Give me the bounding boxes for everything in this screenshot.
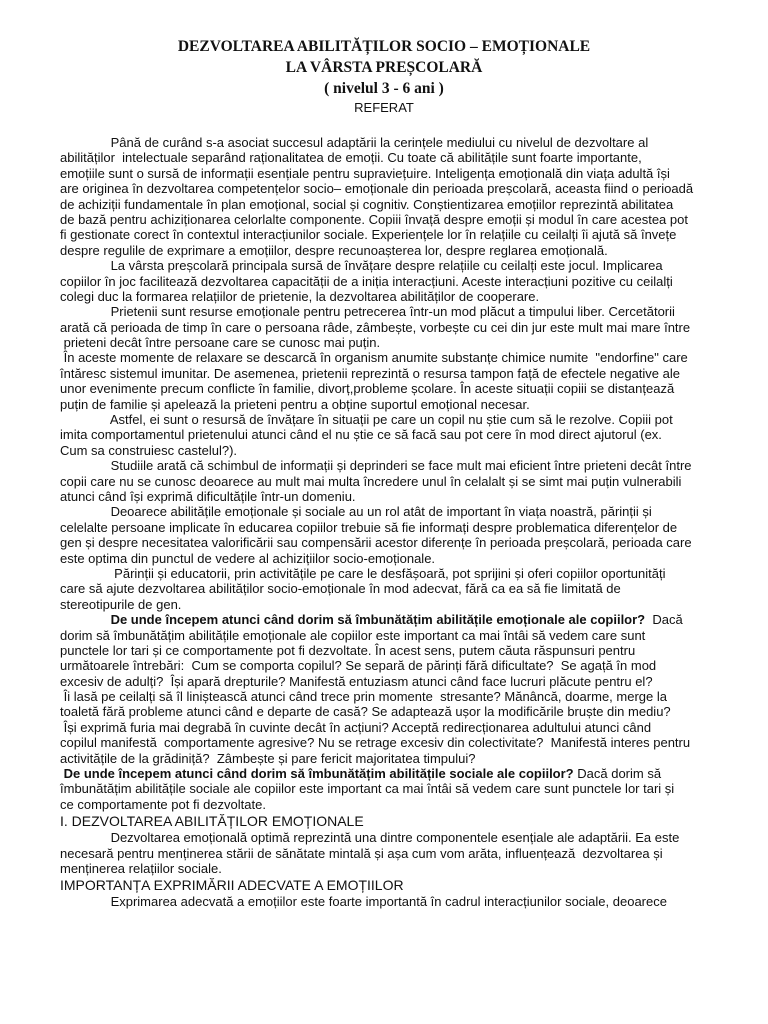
text-line: Studiile arată că schimbul de informații și deprinderi se face mult mai eficient între prieteni decât între bbox=[60, 458, 692, 474]
text-line: copilul manifestă comportamente agresive? Nu se retrage excesiv din colectivitate? Manifestă interes pentru bbox=[60, 735, 691, 751]
text-line: gen și despre necesitatea valorificării sau compensării acestor diferențe în perioada preșcolară, perioada care bbox=[60, 535, 692, 551]
text-line: puțin de familie și apelează la prieteni pentru a obține suportul emoțional necesar. bbox=[60, 396, 530, 412]
text-line: excesiv de adulți? Își apară drepturile? Manifestă entuziasm atunci când face lucruri plăcute pentru el? bbox=[60, 673, 653, 689]
text-line: necesară pentru menținerea stării de sănătate mintală și așa cum vom arăta, influențează dezvoltarea și bbox=[60, 845, 663, 861]
text-line: despre regulile de exprimare a emoțiilor, despre recunoașterea lor, despre reglarea emoțională. bbox=[60, 242, 608, 258]
text-line: fi gestionate corect în contextul interacțiunilor sociale. Experiențele lor în relațiile cu ceilalți îi ajută să învețe bbox=[60, 227, 677, 243]
text-line: toaletă fără probleme atunci când e departe de casă? Se adaptează ușor la modificările bruște din mediu? bbox=[60, 704, 671, 720]
text-line: copii care nu se cunosc deoarece au mult mai multa încredere unul în celalalt și se simt mai puțin vulnerabili bbox=[60, 473, 682, 489]
text-line: menținerea relațiilor sociale. bbox=[60, 860, 222, 876]
document-subtitle: REFERAT bbox=[354, 100, 414, 115]
text-line: punctele lor tari și ce comportamente pot fi dezvoltate. În acest sens, putem căuta răspunsuri pentru bbox=[60, 642, 636, 658]
question-social-heading: De unde începem atunci când dorim să îmbunătățim abilitățile sociale ale copiilor? bbox=[60, 766, 574, 782]
document-body bbox=[60, 135, 720, 910]
text-line: arată că perioada de timp în care o persoana râde, zâmbește, vorbește cu cei din jur este mult mai mare între bbox=[60, 319, 691, 335]
text-line: de bază pentru achiziționarea celorlalte componente. Copiii învață despre emoții și modul în care acestea pot bbox=[60, 211, 688, 227]
text-line-question-emotional bbox=[60, 612, 720, 627]
section-heading-emotional-development: I. DEZVOLTAREA ABILITĂȚILOR EMOȚIONALE bbox=[60, 813, 364, 830]
text-line: Prietenii sunt resurse emoționale pentru petrecerea într-un mod plăcut a timpului liber. Cercetătorii bbox=[60, 304, 675, 320]
text-line: unor evenimente precum conflicte în familie, divorț,probleme școlare. În aceste situații copiii se distanțează bbox=[60, 381, 675, 397]
text-line: celelalte persoane implicate în educarea copiilor trebuie să fie informați despre problematica diferențelor de bbox=[60, 519, 678, 535]
text-line: activitățile de la grădiniță? Zâmbește și pare fericit majoritatea timpului? bbox=[60, 750, 476, 766]
text-line: care să ajute dezvoltarea abilităților socio-emoționale în mod adecvat, fără ca ea să fie limitată de bbox=[60, 581, 621, 597]
text-line: În aceste momente de relaxare se descarcă în organism anumite substanțe chimice numite "endorfine" care bbox=[60, 350, 688, 366]
text-line: Îi lasă pe ceilalți să îl liniștească atunci când trece prin momente stresante? Mănâncă, doarme, merge la bbox=[60, 689, 667, 705]
text-line: Exprimarea adecvată a emoțiilor este foarte importantă în cadrul interacțiunilor sociale, deoarece bbox=[60, 894, 667, 910]
question-social-start: Dacă dorim să bbox=[573, 766, 662, 782]
text-line: stereotipurile de gen. bbox=[60, 596, 182, 612]
document-title-line-1: DEZVOLTAREA ABILITĂȚILOR SOCIO – EMOȚIONALE bbox=[177, 38, 591, 55]
text-line: are originea în dezvoltarea competențelor socio– emoționale din perioada preșcolară, aceasta fiind o perioadă bbox=[60, 181, 694, 197]
text-line: ce comportamente pot fi dezvoltate. bbox=[60, 796, 266, 812]
text-line: întăresc sistemul imunitar. De asemenea, prietenii reprezintă o resursa tampon față de efectele negative ale bbox=[60, 365, 681, 381]
text-line: Își exprimă furia mai degrabă în cuvinte decât în acțiuni? Acceptă redirecționarea adultului atunci când bbox=[60, 719, 652, 735]
text-line: Părinții și educatorii, prin activitățile pe care le desfășoară, pot sprijini și oferi copiilor oportunități bbox=[60, 565, 666, 581]
text-line: de achiziții fundamentale în plan emoțional, social și cognitiv. Conștientizarea emoțiilor reprezintă abilitatea bbox=[60, 196, 674, 212]
text-line: Astfel, ei sunt o resursă de învățare în situații pe care un copil nu știe cum să le rezolve. Copiii pot bbox=[60, 412, 673, 428]
text-line: Deoarece abilitățile emoționale și sociale au un rol atât de important în viața noastră, părinții și bbox=[60, 504, 652, 520]
text-line: La vârsta preșcolară principala sursă de învățare despre relațiile cu ceilalți este jocul. Implicarea bbox=[60, 258, 663, 274]
document-title-line-2: LA VÂRSTA PREȘCOLARĂ bbox=[285, 59, 483, 76]
text-line: copiilor în joc facilitează dezvoltarea capacității de a iniția interacțiuni. Aceste interacțiuni pozitive cu ceilalți bbox=[60, 273, 673, 289]
text-line: Cum sa construiesc castelul?). bbox=[60, 442, 238, 458]
question-emotional-heading: De unde începem atunci când dorim să îmbunătățim abilitățile emoționale ale copiilor? bbox=[60, 612, 646, 628]
section-heading-emotion-expression: IMPORTANȚA EXPRIMĂRII ADECVATE A EMOȚIILOR bbox=[60, 877, 404, 894]
text-line: prieteni decât între persoane care se cunosc mai puțin. bbox=[60, 335, 381, 351]
text-line: emoțiile sunt o sursă de informații esențiale pentru supraviețuire. Inteligența emoțională din viața adultă își bbox=[60, 165, 670, 181]
question-emotional-start: Dacă bbox=[645, 612, 683, 628]
text-line: imita comportamentul prietenului atunci când el nu știe ce să facă sau pot cere în mod direct ajutorul (ex. bbox=[60, 427, 662, 443]
text-line: abilităților intelectuale separând raționalitatea de emoții. Cu toate că abilitățile sunt foarte importante, bbox=[60, 150, 642, 166]
text-line: Până de curând s-a asociat succesul adaptării la cerințele mediului cu nivelul de dezvoltare al bbox=[60, 135, 649, 150]
text-line: este optima din punctul de vedere al achizițiilor socio-emoționale. bbox=[60, 550, 436, 566]
text-line: următoarele întrebări: Cum se comporta copilul? Se separă de părinți fără dificultate? Se agață în mod bbox=[60, 658, 657, 674]
text-line: dorim să îmbunătățim abilitățile emoționale ale copiilor este important ca mai întâi să vedem care sunt bbox=[60, 627, 646, 643]
text-line: Dezvoltarea emoțională optimă reprezintă una dintre componentele esențiale ale adaptării. Ea este bbox=[60, 830, 680, 846]
text-line: îmbunătățim abilitățile sociale ale copiilor este important ca mai întâi să vedem care sunt punctele lor tari și bbox=[60, 781, 675, 797]
text-line: colegi duc la formarea relațiilor de prietenie, la dezvoltarea abilităților de cooperare. bbox=[60, 288, 540, 304]
text-line: atunci când își exprimă dificultățile într-un domeniu. bbox=[60, 488, 356, 504]
text-line-question-social bbox=[60, 766, 720, 781]
document-title-line-3: ( nivelul 3 - 6 ani ) bbox=[324, 80, 444, 97]
